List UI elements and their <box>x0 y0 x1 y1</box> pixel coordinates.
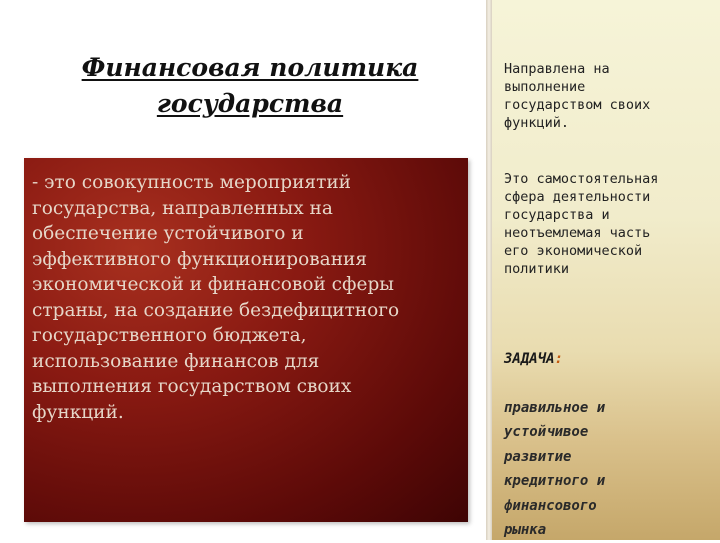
definition-box <box>24 158 468 522</box>
definition-text: - это совокупность мероприятий государства, направленных на обеспечение устойчивого и эффективного функционирования экономической и финансовой сферы страны, на создание бездефицитного государственного бюджета, использование финансов для выполнения государством своих функций. <box>32 172 400 423</box>
sidebar-block-purpose: Направлена на выполнение государством своих функций. <box>504 61 651 131</box>
title-line-1: Финансовая политика <box>81 53 419 82</box>
task-heading <box>504 347 716 372</box>
task-text: правильное и устойчивое развитие кредитного и финансового рынка <box>504 399 606 538</box>
task-label: ЗАДАЧА <box>504 350 555 367</box>
sidebar-task <box>504 322 716 543</box>
sidebar-block-sphere: Это самостоятельная сфера деятельности государства и неотъемлемая часть его экономической политики <box>504 171 659 277</box>
title-line-2: государства <box>156 89 344 118</box>
sidebar-panel <box>492 0 720 540</box>
slide-title <box>30 50 470 122</box>
task-colon: : <box>554 350 564 367</box>
